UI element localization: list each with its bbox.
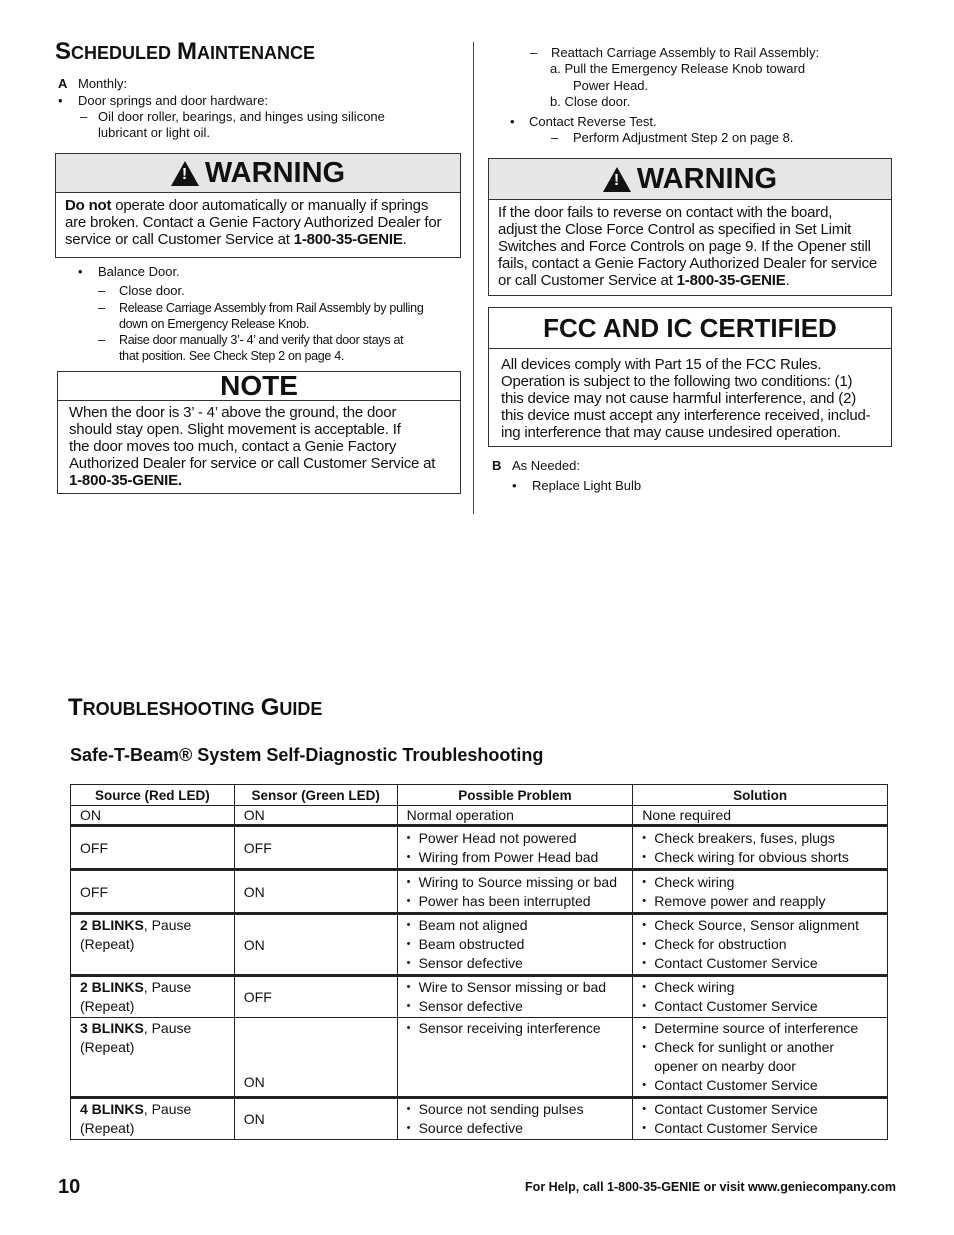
bullet-marker: • — [510, 114, 515, 129]
col-header-sensor: Sensor (Green LED) — [234, 785, 397, 806]
table-row — [71, 1018, 888, 1098]
close-door-item: Close door. — [119, 283, 185, 298]
table-header-row — [71, 785, 888, 806]
problem-cell: • Sensor receiving interference — [397, 1018, 633, 1098]
substep-a: a. Pull the Emergency Release Knob toward — [550, 61, 806, 76]
solution-cell: • Determine source of interference • Check for sunlight or another opener on nearby door • Contact Customer Service — [633, 1018, 888, 1098]
source-cell: ON — [71, 806, 235, 826]
troubleshooting-heading: TROUBLESHOOTING GUIDE — [68, 694, 323, 721]
bullet-marker: • — [512, 478, 517, 493]
source-cell: 4 BLINKS, Pause (Repeat) — [71, 1098, 235, 1140]
warning-icon: ! — [603, 167, 631, 192]
page-number: 10 — [58, 1176, 81, 1198]
scheduled-maintenance-heading: SCHEDULED MAINTENANCE — [55, 38, 316, 65]
oil-door-item-cont: lubricant or light oil. — [98, 125, 210, 140]
source-cell: OFF — [71, 826, 235, 870]
dash-marker: – — [551, 130, 559, 145]
sensor-cell: ON — [234, 806, 397, 826]
problem-cell: • Wiring to Source missing or bad • Power has been interrupted — [397, 870, 633, 914]
problem-cell: • Power Head not powered • Wiring from Power Head bad — [397, 826, 633, 870]
problem-cell: Normal operation — [397, 806, 633, 826]
contact-reverse-item: Contact Reverse Test. — [529, 114, 657, 129]
bullet-marker: • — [58, 93, 63, 108]
sensor-cell: OFF — [234, 976, 397, 1018]
raise-door-item: Raise door manually 3’- 4’ and verify that door stays at — [119, 333, 404, 347]
warning-body: If the door fails to reverse on contact with the board, adjust the Close Force Control as specified in Set Limit Switches and Force Controls on page 9. If the Opener still fails, contact a Genie Factory Authorized Dealer for service or call Customer Service at 1-800-35-GENIE. — [498, 204, 878, 289]
table-row — [71, 826, 888, 870]
col-header-problem: Possible Problem — [397, 785, 633, 806]
source-cell: 2 BLINKS, Pause (Repeat) — [71, 976, 235, 1018]
dash-marker: – — [530, 45, 538, 60]
problem-cell: • Beam not aligned • Beam obstructed • Sensor defective — [397, 914, 633, 976]
warning-header: ! WARNING — [56, 154, 460, 193]
warning-header: ! WARNING — [489, 159, 891, 200]
table-row — [71, 976, 888, 1018]
fcc-header: FCC AND IC CERTIFIED — [489, 308, 891, 349]
table-row — [71, 870, 888, 914]
note-header: NOTE — [58, 372, 460, 401]
section-b-text: As Needed: — [512, 458, 580, 473]
sensor-cell: ON — [234, 870, 397, 914]
sensor-cell: OFF — [234, 826, 397, 870]
fcc-body: All devices comply with Part 15 of the FCC Rules. Operation is subject to the following two conditions: (1) this device may not cause harmful interference, and (2) this device must accept any interference received, includ- ing interference that may cause undesired operation. — [501, 356, 871, 441]
dash-marker: – — [98, 300, 106, 315]
dash-marker: – — [98, 332, 106, 347]
section-b-label: B — [492, 458, 502, 473]
sensor-cell: ON — [234, 1098, 397, 1140]
sensor-cell: ON — [234, 1018, 397, 1098]
warning-box-right — [488, 158, 892, 296]
source-cell: OFF — [71, 870, 235, 914]
oil-door-item: Oil door roller, bearings, and hinges using silicone — [98, 109, 385, 124]
warning-body: Do not operate door automatically or manually if springs are broken. Contact a Genie Factory Authorized Dealer for service or call Customer Service at 1-800-35-GENIE. — [65, 197, 442, 248]
release-carriage-item-cont: down on Emergency Release Knob. — [119, 317, 310, 331]
dash-marker: – — [80, 109, 88, 124]
solution-cell: • Contact Customer Service • Contact Customer Service — [633, 1098, 888, 1140]
substep-b: b. Close door. — [550, 94, 631, 109]
col-header-source: Source (Red LED) — [71, 785, 235, 806]
table-row — [71, 806, 888, 826]
column-divider — [473, 42, 474, 514]
source-cell: 2 BLINKS, Pause (Repeat) — [71, 914, 235, 976]
solution-cell: • Check Source, Sensor alignment • Check for obstruction • Contact Customer Service — [633, 914, 888, 976]
solution-cell: None required — [633, 806, 888, 826]
fcc-box — [488, 307, 892, 447]
solution-cell: • Check wiring • Remove power and reapply — [633, 870, 888, 914]
substep-a-cont: Power Head. — [573, 78, 649, 93]
release-carriage-item: Release Carriage Assembly from Rail Assembly by pulling — [119, 301, 424, 315]
footer-help-text: For Help, call 1-800-35-GENIE or visit www.geniecompany.com — [525, 1180, 896, 1194]
section-a-text: Monthly: — [78, 76, 128, 91]
troubleshooting-subheading: Safe-T-Beam® System Self-Diagnostic Troubleshooting — [70, 745, 544, 765]
note-body: When the door is 3’ - 4’ above the ground, the door should stay open. Slight movement is acceptable. If the door moves too much, contact a Genie Factory Authorized Dealer for service or call Customer Service at 1-800-35-GENIE. — [69, 404, 436, 489]
note-box — [57, 371, 461, 494]
solution-cell: • Check breakers, fuses, plugs • Check wiring for obvious shorts — [633, 826, 888, 870]
table-row — [71, 914, 888, 976]
reattach-item: Reattach Carriage Assembly to Rail Assembly: — [551, 45, 820, 60]
section-a-label: A — [58, 76, 68, 91]
door-springs-item: Door springs and door hardware: — [78, 93, 269, 108]
problem-cell: • Source not sending pulses • Source defective — [397, 1098, 633, 1140]
warning-icon: ! — [171, 161, 199, 186]
table-row — [71, 1098, 888, 1140]
col-header-solution: Solution — [633, 785, 888, 806]
solution-cell: • Check wiring • Contact Customer Service — [633, 976, 888, 1018]
problem-cell: • Wire to Sensor missing or bad • Sensor defective — [397, 976, 633, 1018]
warning-box-left — [55, 153, 461, 258]
source-cell: 3 BLINKS, Pause (Repeat) — [71, 1018, 235, 1098]
raise-door-item-cont: that position. See Check Step 2 on page 4. — [119, 349, 345, 363]
perform-adjustment-item: Perform Adjustment Step 2 on page 8. — [573, 130, 794, 145]
sensor-cell: ON — [234, 914, 397, 976]
troubleshooting-table — [70, 784, 888, 1140]
dash-marker: – — [98, 283, 106, 298]
replace-light-bulb-item: Replace Light Bulb — [532, 478, 642, 493]
balance-door-item: Balance Door. — [98, 264, 180, 279]
bullet-marker: • — [78, 264, 83, 279]
